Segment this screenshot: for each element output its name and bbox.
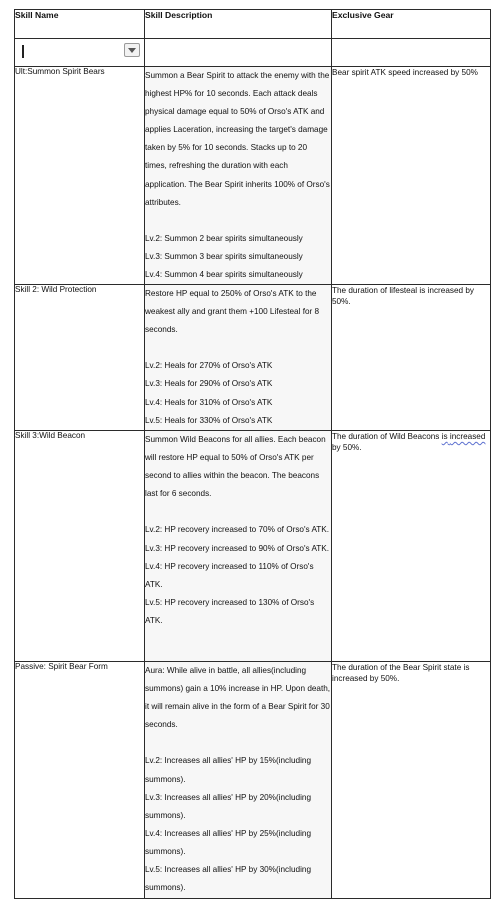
table-row (15, 285, 491, 431)
skill-description-text: Aura: While alive in battle, all allies(including summons) gain a 10% increase in HP. Upon death, it will remain alive in the form of a Bear Spirit for 30 seconds. (145, 666, 331, 730)
level-text: Lv.2: Increases all allies' HP by 15%(including summons). (145, 756, 312, 784)
skill-name-filter-input[interactable] (15, 39, 145, 67)
level-text: Lv.4: Heals for 310% of Orso's ATK (145, 397, 273, 407)
level-text: Lv.3: Increases all allies' HP by 20%(including summons). (145, 792, 312, 820)
skill-name-cell: Skill 3:Wild Beacon (15, 431, 145, 662)
spellcheck-underlined-word: increased (449, 432, 486, 442)
gear-text-end: by 50%. (332, 443, 362, 453)
level-text: Lv.5: Increases all allies' HP by 30%(including summons). (145, 864, 312, 893)
header-row (15, 10, 491, 39)
exclusive-gear-cell: Bear spirit ATK speed increased by 50% (332, 67, 491, 285)
level-text: Lv.5: HP recovery increased to 130% of Orso's ATK. (145, 597, 315, 625)
skill-description-cell (145, 67, 332, 285)
spellcheck-underlined-word: is (441, 432, 448, 442)
header-skill-description: Skill Description (145, 10, 332, 39)
level-text: Lv.3: HP recovery increased to 90% of Orso's ATK. (145, 543, 330, 553)
filter-cell-description (145, 39, 332, 67)
level-text: Lv.4: Increases all allies' HP by 25%(including summons). (145, 828, 312, 856)
level-text: Lv.4: HP recovery increased to 110% of Orso's ATK. (145, 561, 314, 589)
header-skill-name: Skill Name (15, 10, 145, 39)
skill-description-cell (145, 285, 332, 431)
skill-description-text: Restore HP equal to 250% of Orso's ATK to the weakest ally and grant them +100 Lifesteal for 8 seconds. (145, 289, 320, 335)
skill-description-cell (145, 431, 332, 662)
skill-description-cell (145, 662, 332, 899)
filter-row (15, 39, 491, 67)
level-text: Lv.2: Heals for 270% of Orso's ATK (145, 361, 273, 371)
dropdown-arrow-icon[interactable] (124, 43, 140, 57)
level-text: Lv.2: HP recovery increased to 70% of Orso's ATK. (145, 525, 330, 535)
text-cursor (22, 45, 24, 58)
filter-cell-gear (332, 39, 491, 67)
table-row (15, 431, 491, 662)
table-row (15, 662, 491, 899)
level-text: Lv.3: Heals for 290% of Orso's ATK (145, 379, 273, 389)
header-exclusive-gear: Exclusive Gear (332, 10, 491, 39)
skill-name-cell: Passive: Spirit Bear Form (15, 662, 145, 899)
level-text: Lv.4: Summon 4 bear spirits simultaneously (145, 269, 303, 279)
level-text: Lv.3: Summon 3 bear spirits simultaneously (145, 251, 303, 261)
exclusive-gear-cell: The duration of lifesteal is increased by 50%. (332, 285, 491, 431)
skill-name-cell: Ult:Summon Spirit Bears (15, 67, 145, 285)
exclusive-gear-cell: The duration of the Bear Spirit state is increased by 50%. (332, 662, 491, 899)
skills-table (14, 9, 491, 899)
skill-description-text: Summon a Bear Spirit to attack the enemy with the highest HP% for 10 seconds. Each attack deals physical damage equal to 50% of Orso's ATK and applies Laceration, increasing the target's damage taken by 5% for 10 seconds. Stacks up to 20 times, refreshing the duration with each application. The Bear Spirit inherits 100% of Orso's attributes. (145, 71, 330, 207)
skill-name-cell: Skill 2: Wild Protection (15, 285, 145, 431)
gear-text-start: The duration of Wild Beacons (332, 432, 442, 442)
skill-description-text: Summon Wild Beacons for all allies. Each beacon will restore HP equal to 50% of Orso's ATK per second to allies within the beacon. The beacons last for 6 seconds. (145, 435, 326, 499)
level-text: Lv.2: Summon 2 bear spirits simultaneously (145, 233, 303, 243)
level-text: Lv.5: Heals for 330% of Orso's ATK (145, 415, 273, 425)
exclusive-gear-cell (332, 431, 491, 662)
table-row (15, 67, 491, 285)
